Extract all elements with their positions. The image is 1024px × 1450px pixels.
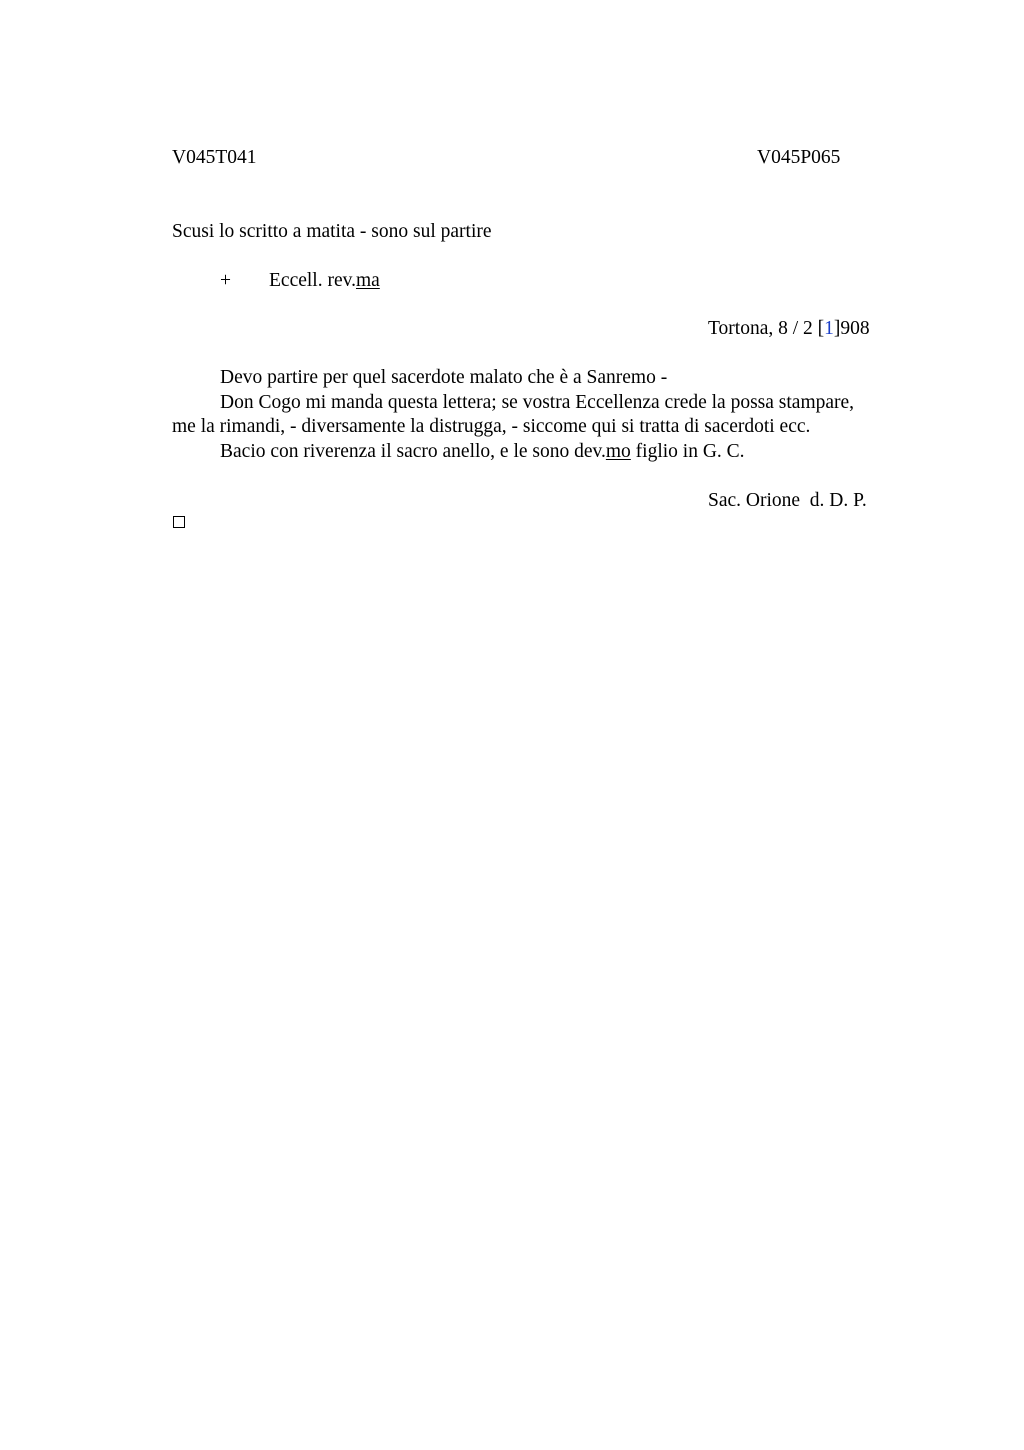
body-line-4 — [220, 440, 745, 464]
body-line-1: Devo partire per quel sacerdote malato che è a Sanremo - — [220, 367, 668, 388]
pencil-note: Scusi lo scritto a matita - sono sul partire — [172, 221, 492, 242]
date-prefix: Tortona, 8 / 2 [ — [708, 318, 825, 339]
left-code: V045T041 — [172, 147, 257, 168]
end-square-marker — [173, 516, 185, 528]
body-line-4-abbrev: mo — [605, 441, 631, 462]
body-line-3: me la rimandi, - diversamente la distrugga, - siccome qui si tratta di sacerdoti ecc. — [172, 416, 811, 437]
signature: Sac. Orione d. D. P. — [708, 490, 867, 511]
cross-symbol: + — [220, 270, 231, 291]
body-line-4-after: figlio in G. C. — [630, 441, 745, 462]
body-line-4-before: Bacio con riverenza il sacro anello, e le sono dev. — [220, 441, 606, 462]
salutation — [269, 269, 380, 293]
date-insert: 1 — [824, 318, 834, 339]
date-line — [708, 317, 870, 341]
body-line-2: Don Cogo mi manda questa lettera; se vostra Eccellenza crede la possa stampare, — [220, 392, 855, 413]
date-suffix: ]908 — [833, 318, 870, 339]
salutation-text: Eccell. rev. — [269, 270, 356, 291]
salutation-abbrev: ma — [355, 270, 380, 291]
right-code: V045P065 — [757, 147, 841, 168]
